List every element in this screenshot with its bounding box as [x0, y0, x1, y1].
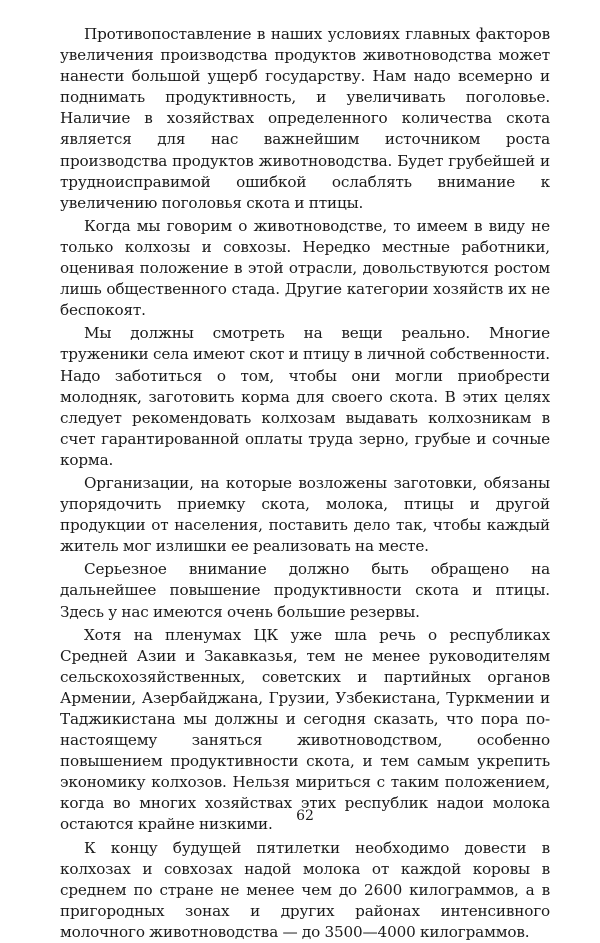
paragraph-1: Противопоставление в наших условиях главных факторов увеличения производства продуктов животноводства может нанести большой ущерб государству. Нам надо всемерно и поднимать продуктивность, и увеличивать поголовье. Наличие в хозяйствах определенного количества скота является для нас важнейшим источником роста производства продуктов животноводства. Будет грубейшей и трудноисправимой ошибкой ослаблять внимание к увеличению поголовья скота и птицы.	[60, 25, 550, 212]
paragraph-3: Мы должны смотреть на вещи реально. Многие труженики села имеют скот и птицу в личной собственности. Надо заботиться о том, чтобы они могли приобрести молодняк, заготовить корма для своего скота. В этих целях следует рекомендовать колхозам выдавать колхозникам в счет гарантированной оплаты труда зерно, грубые и сочные корма.	[60, 324, 550, 469]
paragraph-6: Хотя на пленумах ЦК уже шла речь о республиках Средней Азии и Закавказья, тем не менее руководителям сельскохозяйственных, советских и партийных органов Армении, Азербайджана, Грузии, Узбекистана, Туркмении и Таджикистана мы должны и сегодня сказать, что пора по-настоящему заняться животноводством, особенно повышением продуктивности скота, и тем самым укрепить экономику колхозов. Нельзя мириться с таким положением, когда во многих хозяйствах этих республик надои молока остаются крайне низкими.	[60, 625, 550, 834]
page-number: 62	[296, 808, 314, 824]
book-page	[60, 24, 550, 941]
paragraph-4: Организации, на которые возложены заготовки, обязаны упорядочить приемку скота, молока, птицы и другой продукции от населения, поставить дело так, чтобы каждый житель мог излишки ее реализовать на месте.	[60, 473, 550, 556]
paragraph-2: Когда мы говорим о животноводстве, то имеем в виду не только колхозы и совхозы. Нередко местные работники, оценивая положение в этой отрасли, довольствуются ростом лишь общественного стада. Другие категории хозяйств их не беспокоят.	[60, 216, 550, 320]
paragraph-5: Серьезное внимание должно быть обращено на дальнейшее повышение продуктивности скота и птицы. Здесь у нас имеются очень большие резервы.	[60, 560, 550, 621]
paragraph-7: К концу будущей пятилетки необходимо довести в колхозах и совхозах надой молока от каждой коровы в среднем по стране не менее чем до 2600 килограммов, а в пригородных зонах и других районах интенсивного молочного животноводства — до 3500—4000 килограммов.	[60, 838, 550, 941]
